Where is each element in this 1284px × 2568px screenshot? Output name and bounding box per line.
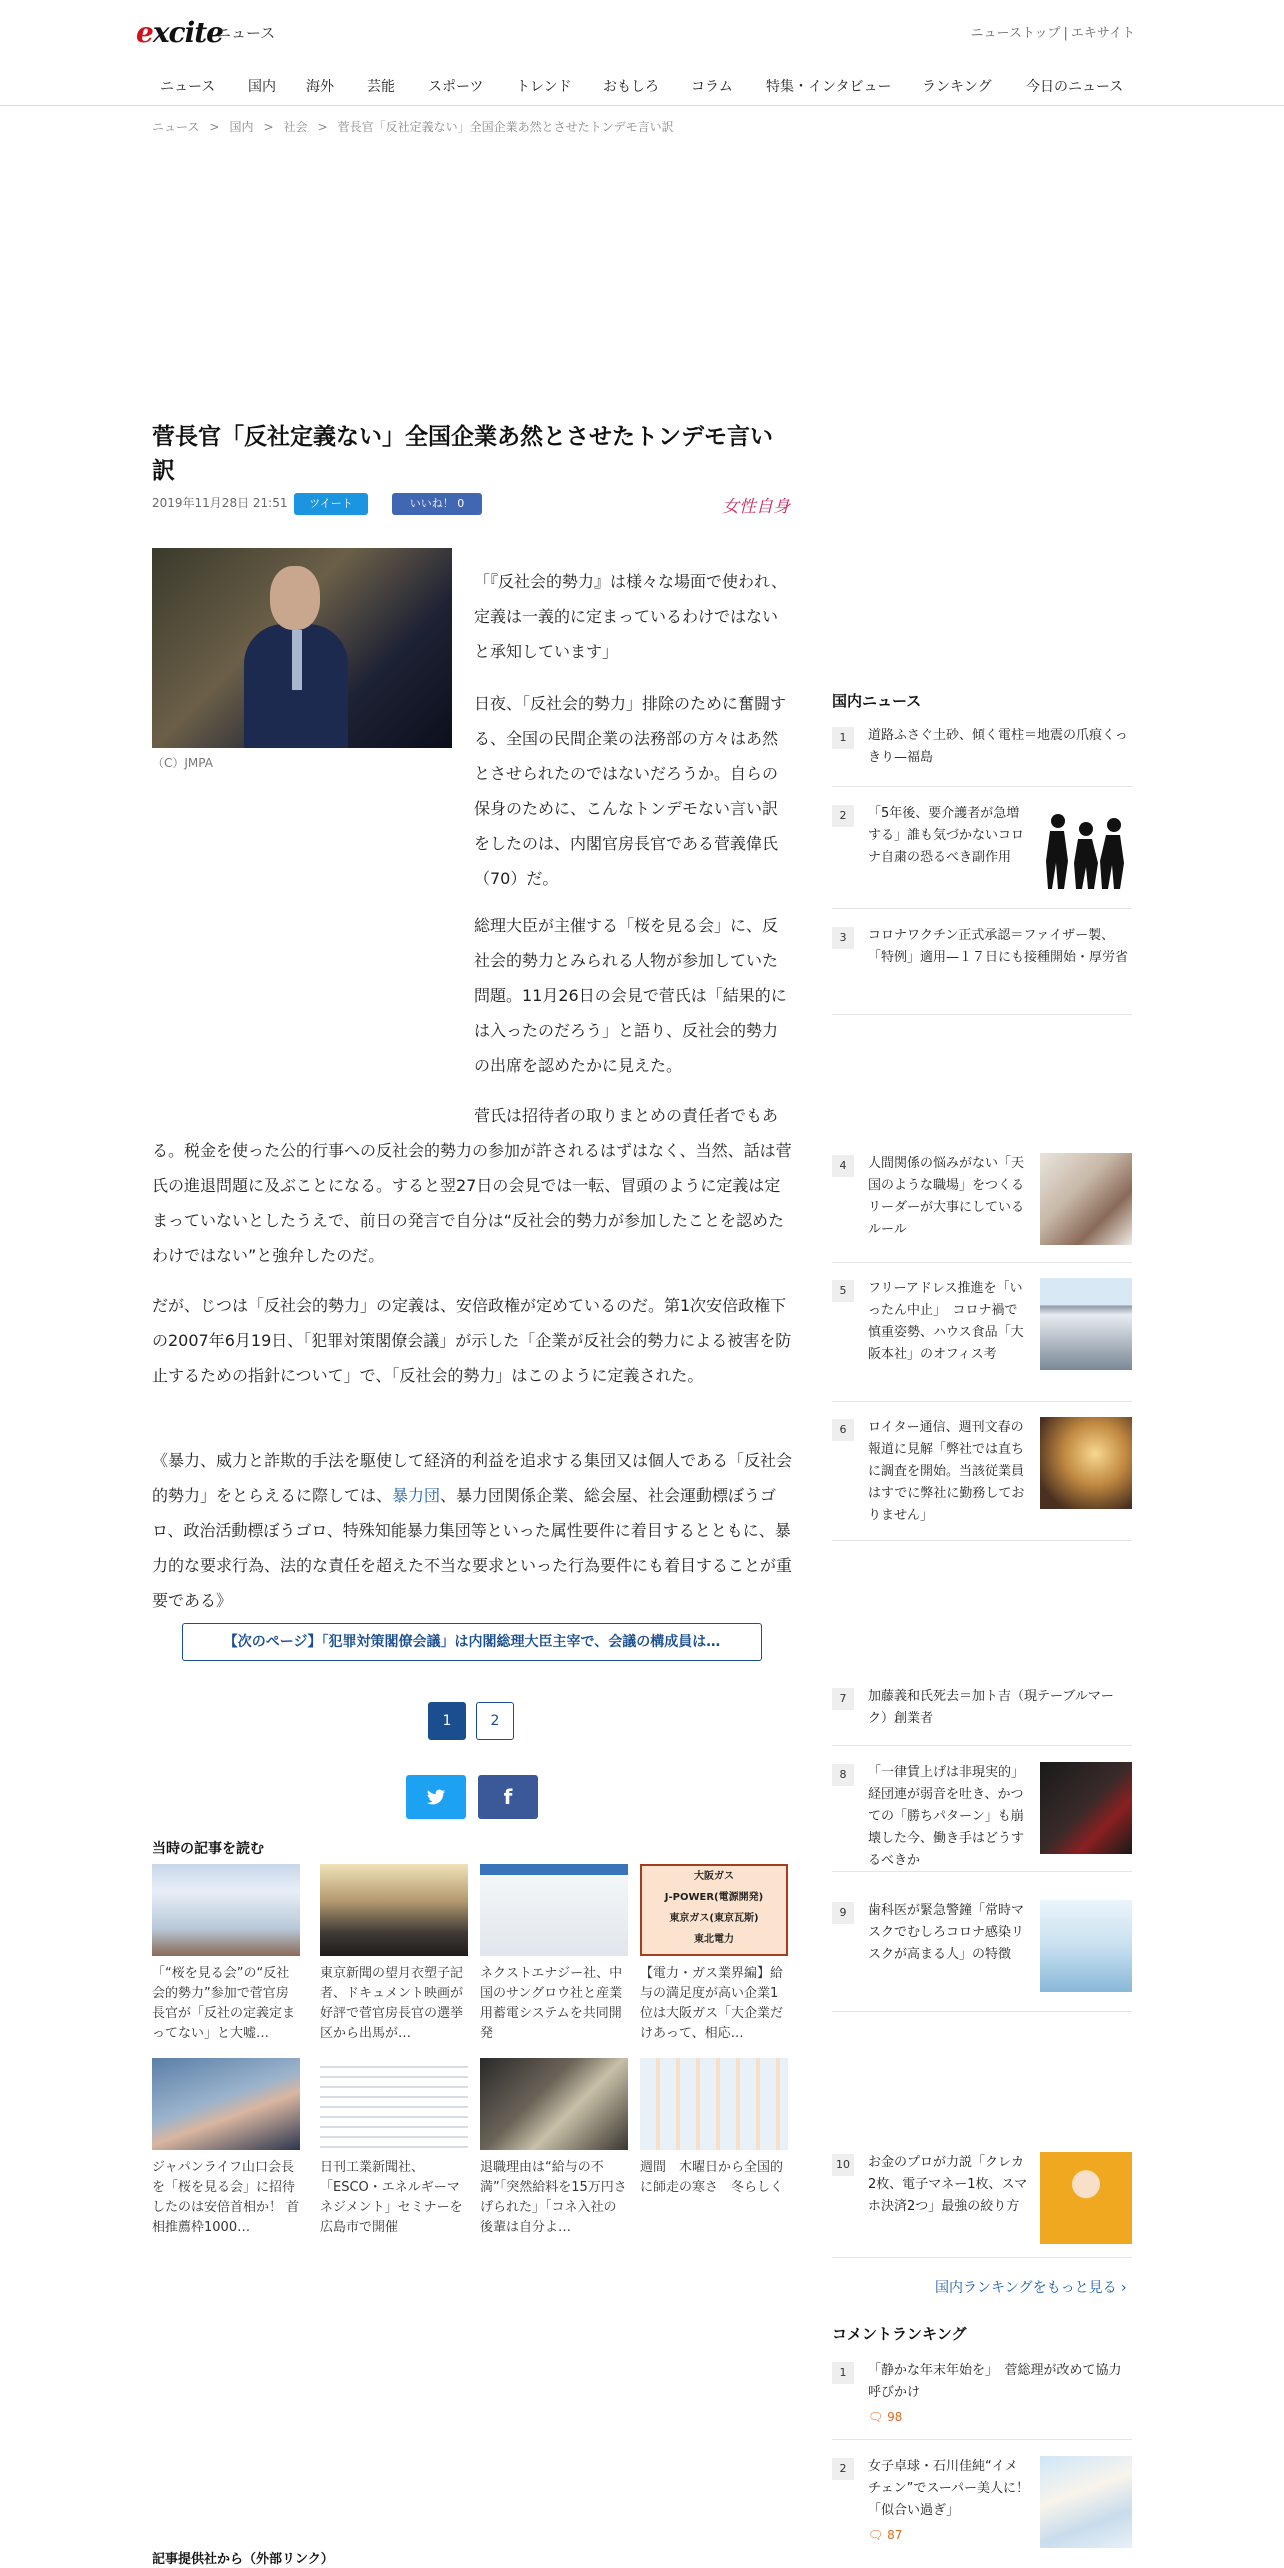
rank-number: 4 bbox=[832, 1155, 854, 1177]
ranking-item[interactable] bbox=[832, 803, 1132, 909]
ranking-item[interactable] bbox=[832, 1900, 1132, 2012]
comment-item-body bbox=[868, 2456, 1030, 2546]
ranking-title: 国内ニュース bbox=[832, 692, 922, 710]
twitter-icon bbox=[425, 1786, 447, 1808]
crumb-society[interactable]: 社会 bbox=[283, 120, 308, 134]
ranking-item[interactable] bbox=[832, 1153, 1132, 1263]
like-button[interactable] bbox=[392, 493, 482, 515]
tweet-label: ツイート bbox=[309, 497, 353, 510]
crumb-current: 菅長官「反社定義ない」全国企業あ然とさせたトンデモ言い訳 bbox=[337, 120, 674, 134]
nav-today[interactable]: 今日のニュース bbox=[1026, 79, 1124, 95]
related-item[interactable] bbox=[152, 1864, 300, 2044]
link-news-top[interactable]: ニューストップ bbox=[970, 26, 1061, 41]
rank-thumb bbox=[1040, 1153, 1132, 1245]
comment-count bbox=[868, 2524, 1030, 2546]
ranking-item[interactable] bbox=[832, 1762, 1132, 1872]
related-title: 当時の記事を読む bbox=[152, 1841, 264, 1857]
nav-trend[interactable]: トレンド bbox=[516, 79, 572, 95]
external-links-title: 記事提供社から（外部リンク） bbox=[152, 2552, 334, 2567]
crumb-domestic[interactable]: 国内 bbox=[229, 120, 254, 134]
rank-number: 8 bbox=[832, 1764, 854, 1786]
logo-sub[interactable]: ニュース bbox=[216, 24, 276, 42]
rank-text: お金のプロが力説「クレカ2枚、電子マネー1枚、スマホ決済2つ」最強の絞り方 bbox=[868, 2155, 1028, 2214]
article-title: 菅長官「反社定義ない」全国企業あ然とさせたトンデモ言い訳 bbox=[152, 424, 773, 484]
related-thumb bbox=[640, 2058, 788, 2150]
facebook-icon: f bbox=[503, 1785, 513, 1809]
excite-logo[interactable]: excite bbox=[136, 16, 223, 49]
related-thumb bbox=[640, 1864, 788, 1956]
rank-text: 加藤義和氏死去＝加ト吉（現テーブルマーク）創業者 bbox=[868, 1689, 1114, 1726]
rank-number: 7 bbox=[832, 1688, 854, 1710]
related-item[interactable] bbox=[640, 1864, 788, 2044]
related-thumb bbox=[152, 1864, 300, 1956]
quote-text: 、暴力団関係企業、総会屋、社会運動標ぼうゴロ、政治活動標ぼうゴロ、特殊知能暴力集団等といった属性要件に着目するとともに、暴力的な要求行為、法的な責任を超えた不当な要求といった行為要件にも着目することが重要である》 bbox=[152, 1486, 793, 1610]
related-text: 「“桜を見る会”の“反社会的勢力”参加で菅官房長官が「反社の定義定まってない」と大嘘… bbox=[152, 1966, 296, 2041]
gas-label: 東北電力 bbox=[694, 1934, 734, 1945]
main-nav bbox=[0, 64, 1284, 106]
related-item[interactable] bbox=[152, 2058, 300, 2238]
share-twitter-button[interactable] bbox=[406, 1775, 466, 1819]
nav-overseas[interactable]: 海外 bbox=[306, 79, 334, 95]
link-excite[interactable]: エキサイト bbox=[1070, 26, 1135, 41]
rank-number: 2 bbox=[832, 2458, 854, 2480]
rank-number: 2 bbox=[832, 805, 854, 827]
ranking-item[interactable] bbox=[832, 1278, 1132, 1402]
article-date: 2019年11月28日 21:51 bbox=[152, 496, 288, 510]
crumb-news[interactable]: ニュース bbox=[152, 120, 200, 134]
rank-thumb bbox=[1040, 1278, 1132, 1370]
article-paragraph: 「『反社会的勢力』は様々な場面で使われ、定義は一義的に定まっているわけではないと承知しています」 bbox=[474, 572, 787, 661]
rank-text: 人間関係の悩みがない「天国のような職場」をつくるリーダーが大事にしているルール bbox=[868, 1156, 1025, 1237]
rank-text: 道路ふさぐ土砂、傾く電柱＝地震の爪痕くっきり—福島 bbox=[868, 728, 1128, 765]
crumb-sep: > bbox=[209, 120, 220, 134]
related-text: ネクストエナジー社、中国のサングロウ社と産業用蓄電システムを共同開発 bbox=[480, 1966, 623, 2041]
related-item[interactable] bbox=[480, 2058, 628, 2238]
article-paragraph: 菅氏は招待者の取りまとめの責任者でもある。税金を使った公的行事への反社会的勢力の参加が許されるはずはなく、当然、話は菅氏の進退問題に及ぶことになる。すると翌27日の会見では一転、冒頭のように定義は定まっていないとしたうえで、前日の発言で自分は“反社会的勢力が参加したことを認めたわけではない”と強弁したのだ。 bbox=[152, 1106, 792, 1265]
page-1[interactable]: 1 bbox=[428, 1702, 466, 1740]
nav-domestic[interactable]: 国内 bbox=[248, 79, 276, 95]
rank-text: ロイター通信、週刊文春の報道に見解「弊社では直ちに調査を開始。当該従業員はすでに弊社に勤務しておりません」 bbox=[868, 1420, 1025, 1523]
related-item[interactable] bbox=[320, 1864, 468, 2044]
related-text: 【電力・ガス業界編】給与の満足度が高い企業1位は大阪ガス「大企業だけあって、相応… bbox=[640, 1966, 784, 2041]
related-text: 東京新聞の望月衣塑子記者、ドキュメント映画が好評で菅官房長官の選挙区から出馬が… bbox=[320, 1966, 464, 2041]
source-logo[interactable]: 女性自身 bbox=[722, 497, 790, 517]
nav-features[interactable]: 特集・インタビュー bbox=[766, 79, 892, 95]
comment-bubble-icon: 🗨 bbox=[868, 2410, 884, 2424]
related-text: 週間 木曜日から全国的に師走の寒さ 冬らしく bbox=[640, 2160, 784, 2195]
rank-number: 6 bbox=[832, 1419, 854, 1441]
nav-column[interactable]: コラム bbox=[691, 79, 733, 95]
ranking-item[interactable] bbox=[832, 1417, 1132, 1541]
comment-count bbox=[868, 2406, 1132, 2428]
related-thumb bbox=[480, 2058, 628, 2150]
share-facebook-button[interactable] bbox=[478, 1775, 538, 1819]
gas-label: 東京ガス(東京瓦斯) bbox=[669, 1913, 759, 1924]
crumb-sep: > bbox=[317, 120, 328, 134]
related-thumb bbox=[320, 1864, 468, 1956]
elderly-silhouette-icon bbox=[1040, 803, 1132, 895]
comment-count-value: 98 bbox=[887, 2410, 903, 2424]
rank-text: 女子卓球・石川佳純“イメチェン”でスーパー美人に！「似合い過ぎ」 bbox=[868, 2459, 1030, 2518]
next-page-link[interactable]: 【次のページ】「犯罪対策閣僚会議」は内閣総理大臣主宰で、会議の構成員は… bbox=[182, 1623, 762, 1661]
related-text: 日刊工業新聞社、「ESCO・エネルギーマネジメント」セミナーを広島市で開催 bbox=[320, 2160, 463, 2235]
rank-thumb bbox=[1040, 2152, 1132, 2244]
rank-text: コロナワクチン正式承認＝ファイザー製、「特例」適用—１７日にも接種開始・厚労省 bbox=[868, 928, 1129, 965]
like-label: いいね！ 0 bbox=[409, 497, 465, 510]
rank-number: 1 bbox=[832, 2362, 854, 2384]
related-thumb bbox=[320, 2058, 468, 2150]
comment-ranking-item[interactable] bbox=[832, 2456, 1132, 2556]
link-boryokudan[interactable]: 暴力団 bbox=[392, 1486, 441, 1505]
logo-text: xcite bbox=[152, 16, 223, 49]
top-links: ニューストップ | エキサイト bbox=[968, 22, 1138, 41]
article-paragraph: だが、じつは「反社会的勢力」の定義は、安倍政権が定めているのだ。第1次安倍政権下の2007年6月19日、「犯罪対策閣僚会議」が示した「企業が反社会的勢力による被害を防止するための指針について」で、「反社会的勢力」はこのように定義された。 bbox=[152, 1296, 792, 1385]
crumb-sep: > bbox=[263, 120, 274, 134]
rank-number: 5 bbox=[832, 1280, 854, 1302]
rank-text: 「一律賃上げは非現実的」 経団連が弱音を吐き、かつての「勝ちパターン」も崩壊した今、働き手はどうするべきか bbox=[868, 1765, 1031, 1868]
photo-caption: （C）JMPA bbox=[152, 756, 213, 770]
ranking-item[interactable] bbox=[832, 2152, 1132, 2258]
related-text: 退職理由は“給与の不満”「突然給料を15万円さげられた」「コネ入社の後輩は自分よ… bbox=[480, 2160, 627, 2235]
quote-text: 《暴力、威力と詐欺的手法を駆使して経済的利益を追求する集団又は個人である「反社会的勢力」をとらえるに際しては、 bbox=[152, 1451, 793, 1505]
ranking-item[interactable] bbox=[832, 1686, 1132, 1746]
ranking-item[interactable] bbox=[832, 925, 1132, 1015]
rank-thumb bbox=[1040, 2456, 1132, 2548]
related-thumb bbox=[152, 2058, 300, 2150]
comment-item-body bbox=[868, 2360, 1132, 2428]
related-item[interactable] bbox=[480, 1864, 628, 2044]
related-item[interactable] bbox=[320, 2058, 468, 2238]
nav-news[interactable]: ニュース bbox=[160, 79, 216, 95]
nav-ranking[interactable]: ランキング bbox=[922, 79, 992, 95]
tweet-button[interactable] bbox=[294, 493, 368, 515]
article-photo bbox=[152, 548, 452, 748]
rank-thumb bbox=[1040, 1762, 1132, 1854]
article-quote bbox=[152, 1443, 792, 1618]
comment-count-value: 87 bbox=[887, 2528, 903, 2542]
rank-number: 10 bbox=[832, 2154, 854, 2176]
nav-entertainment[interactable]: 芸能 bbox=[367, 79, 395, 95]
more-ranking-link[interactable]: 国内ランキングをもっと見る › bbox=[935, 2280, 1127, 2296]
photo-figure-tie bbox=[292, 630, 302, 690]
nav-sports[interactable]: スポーツ bbox=[428, 79, 484, 95]
rank-text: 歯科医が緊急警鐘「常時マスクでむしろコロナ感染リスクが高まる人」の特徴 bbox=[868, 1903, 1025, 1962]
rank-number: 1 bbox=[832, 727, 854, 749]
rank-text: 「静かな年末年始を」 菅総理が改めて協力呼びかけ bbox=[868, 2363, 1122, 2400]
comment-ranking-item[interactable] bbox=[832, 2360, 1132, 2440]
photo-figure-face bbox=[270, 566, 320, 630]
breadcrumb bbox=[152, 118, 684, 135]
related-item[interactable] bbox=[640, 2058, 788, 2238]
gas-label: 大阪ガス bbox=[694, 1871, 734, 1882]
page-2[interactable]: 2 bbox=[476, 1702, 514, 1740]
rank-thumb-silhouettes bbox=[1040, 803, 1132, 895]
comment-ranking-title: コメントランキング bbox=[832, 2325, 967, 2343]
article-paragraph: 総理大臣が主催する「桜を見る会」に、反社会的勢力とみられる人物が参加していた問題。11月26日の会見で菅氏は「結果的には入ったのだろう」と語り、反社会的勢力の出席を認めたかに見えた。 bbox=[474, 916, 787, 1075]
site-header bbox=[0, 0, 1284, 60]
rank-thumb bbox=[1040, 1417, 1132, 1509]
comment-bubble-icon: 🗨 bbox=[868, 2528, 884, 2542]
ranking-item[interactable] bbox=[832, 725, 1132, 787]
article-paragraph: 日夜、「反社会的勢力」排除のために奮闘する、全国の民間企業の法務部の方々はあ然とさせられたのではないだろうか。自らの保身のために、こんなトンデモない言い訳をしたのは、内閣官房長官である菅義偉氏（70）だ。 bbox=[474, 694, 787, 888]
gas-label: J-POWER(電源開発) bbox=[664, 1892, 764, 1903]
rank-number: 9 bbox=[832, 1902, 854, 1924]
rank-text: 「5年後、要介護者が急増する」誰も気づかないコロナ自粛の恐るべき副作用 bbox=[868, 806, 1025, 865]
related-thumb bbox=[480, 1864, 628, 1956]
rank-number: 3 bbox=[832, 927, 854, 949]
rank-text: フリーアドレス推進を「いったん中止」 コロナ禍で慎重姿勢、ハウス食品「大阪本社」のオフィス考 bbox=[868, 1281, 1024, 1362]
related-text: ジャパンライフ山口会長を「桜を見る会」に招待したのは安倍首相か！ 首相推薦枠1000… bbox=[152, 2160, 300, 2235]
nav-funny[interactable]: おもしろ bbox=[603, 79, 659, 95]
rank-thumb bbox=[1040, 1900, 1132, 1992]
